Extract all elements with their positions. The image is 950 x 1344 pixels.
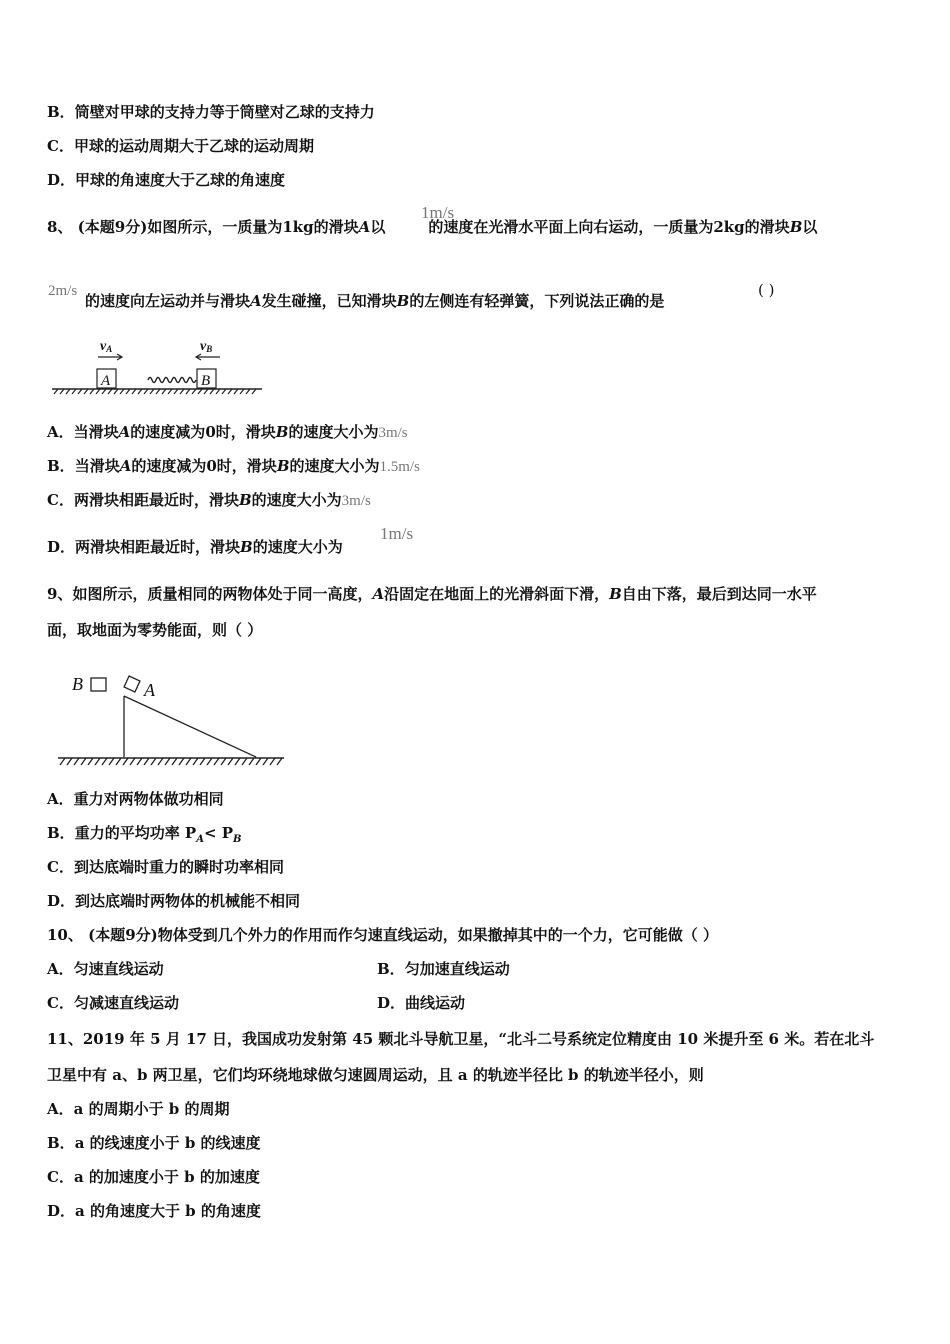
q8-option-b-value: 1.5m/s (379, 459, 420, 475)
q11-option-c: C．a 的加速度小于 b 的加速度 (47, 1168, 260, 1186)
velocity-b-label: vB (200, 339, 213, 354)
q9-option-c: C．到达底端时重力的瞬时功率相同 (47, 858, 284, 876)
velocity-a-label: vA (100, 339, 113, 354)
q8-speed-a-value: 1m/s (421, 203, 455, 222)
q11-option-d: D．a 的角速度大于 b 的角速度 (47, 1202, 261, 1220)
q11-stem-line2: 卫星中有 a、b 两卫星，它们均环绕地球做匀速圆周运动，且 a 的轨迹半径比 b 的轨迹半径小，则 (47, 1066, 704, 1084)
q8-answer-paren: ( ) (758, 281, 775, 299)
q9-stem-line1: 9、如图所示，质量相同的两物体处于同一高度，A沿固定在地面上的光滑斜面下滑，B自由下落，最后到达同一水平 (47, 585, 817, 603)
object-a-label: A (144, 680, 155, 700)
q8-option-c-value: 3m/s (341, 493, 371, 509)
q8-option-d-value: 1m/s (380, 524, 414, 543)
block-b-label: B (201, 373, 211, 389)
object-b (91, 678, 106, 691)
spring-icon (148, 378, 196, 383)
object-a (124, 676, 140, 692)
block-a-label: A (101, 373, 111, 389)
q8-collision-figure (50, 336, 265, 402)
q7-option-d: D．甲球的角速度大于乙球的角速度 (47, 171, 286, 189)
q8-speed-b-value: 2m/s (48, 283, 78, 299)
q7-option-c: C．甲球的运动周期大于乙球的运动周期 (47, 137, 314, 155)
q10-option-c: C．匀减速直线运动 (47, 994, 179, 1012)
q7-option-b: B．筒壁对甲球的支持力等于筒壁对乙球的支持力 (47, 103, 375, 121)
q9-option-a: A．重力对两物体做功相同 (47, 790, 224, 808)
q9-incline-figure (56, 670, 288, 775)
q9-option-b: B．重力的平均功率 $P_A< P_B$ (47, 824, 242, 845)
q11-option-a: A．a 的周期小于 b 的周期 (47, 1100, 230, 1118)
q8-option-c: C．两滑块相距最近时，滑块B的速度大小为3m/s (47, 491, 371, 509)
q10-option-a: A．匀速直线运动 (47, 960, 164, 978)
q8-stem-line2: 的速度向左运动并与滑块A发生碰撞，已知滑块B的左侧连有轻弹簧，下列说法正确的是 (85, 292, 665, 310)
q8-stem-line1: 8、 (本题9分)如图所示，一质量为1kg的滑块A以 的速度在光滑水平面上向右运动，一质量为2kg的滑块B以 (47, 218, 818, 236)
q8-option-b: B．当滑块A的速度减为0时，滑块B的速度大小为1.5m/s (47, 457, 420, 475)
q8-option-a: A．当滑块A的速度减为0时，滑块B的速度大小为3m/s (47, 423, 408, 441)
q11-option-b: B．a 的线速度小于 b 的线速度 (47, 1134, 261, 1152)
q9-stem-line2: 面，取地面为零势能面，则（ ） (47, 621, 263, 639)
q10-option-d: D．曲线运动 (377, 994, 466, 1012)
object-b-label: B (72, 674, 83, 694)
q8-option-a-value: 3m/s (378, 425, 408, 441)
q10-option-b: B．匀加速直线运动 (377, 960, 510, 978)
q10-stem: 10、 (本题9分)物体受到几个外力的作用而作匀速直线运动，如果撤掉其中的一个力，它可能做（ ） (47, 926, 718, 944)
q11-stem-line1: 11、2019 年 5 月 17 日，我国成功发射第 45 颗北斗导航卫星，“北斗二号系统定位精度由 10 米提升至 6 米。若在北斗 (47, 1030, 875, 1048)
q9-option-d: D．到达底端时两物体的机械能不相同 (47, 892, 301, 910)
q8-option-d: D．两滑块相距最近时，滑块B的速度大小为 (47, 538, 343, 556)
